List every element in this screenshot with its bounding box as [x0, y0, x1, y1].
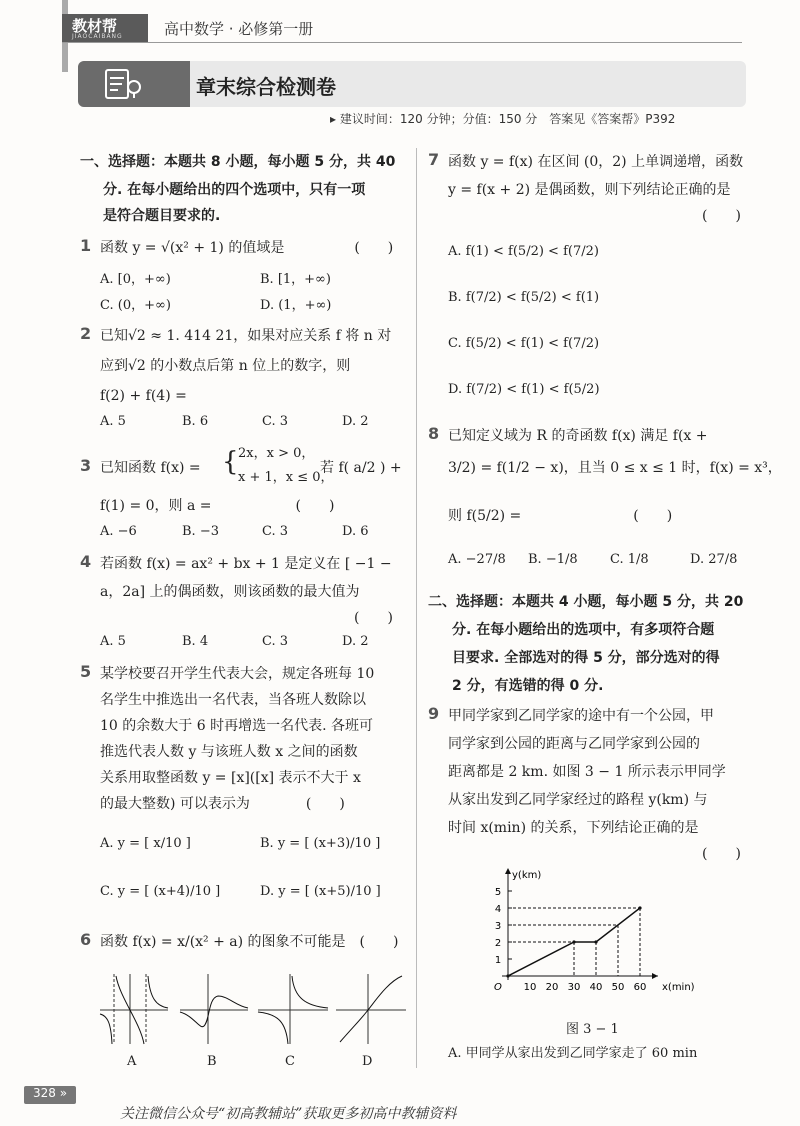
q4-line3: ( ) — [354, 610, 393, 626]
y-axis-label: y(km) — [512, 870, 542, 881]
q6-label-a: A — [127, 1054, 137, 1069]
q7-line1: 函数 y = f(x) 在区间 (0，2) 上单调递增，函数 — [448, 154, 744, 170]
q6-graph-b — [180, 974, 248, 1044]
q6-graph-c — [258, 974, 328, 1044]
q6-label-c: C — [285, 1054, 295, 1069]
chapter-title: 章末综合检测卷 — [196, 75, 336, 99]
x-tick-label: 50 — [611, 982, 625, 993]
q8-line2: 3/2) = f(1/2 − x)，且当 0 ≤ x ≤ 1 时，f(x) = x³， — [448, 460, 782, 476]
q9-line6: ( ) — [702, 846, 741, 862]
exam-meta: ▸ 建议时间：120 分钟；分值：150 分 答案见《答案帮》P392 — [330, 112, 676, 126]
q4-option-d: D. 2 — [342, 634, 369, 649]
data-point — [594, 940, 597, 943]
brand-badge: 教材帮 — [62, 14, 148, 42]
origin-label: O — [494, 982, 502, 993]
book-title: 高中数学 · 必修第一册 — [164, 20, 314, 38]
q2-number: 2 — [80, 324, 92, 343]
q1-option-a: A. [0，+∞) — [100, 272, 171, 287]
section1-line1: 一、选择题：本题共 8 小题，每小题 5 分，共 40 — [80, 154, 396, 170]
section1-line3: 是符合题目要求的. — [103, 208, 221, 224]
q2-option-b: B. 6 — [182, 414, 209, 429]
q4-option-b: B. 4 — [182, 634, 209, 649]
q3-option-b: B. −3 — [182, 524, 219, 539]
q5-option-d: D. y = [ (x+5)/10 ] — [260, 884, 381, 899]
section2-line4: 2 分，有选错的得 0 分. — [452, 678, 604, 694]
q9-line1: 甲同学家到乙同学家的途中有一个公园，甲 — [448, 708, 714, 724]
page-number: 328 » — [24, 1086, 76, 1104]
q3-option-a: A. −6 — [100, 524, 137, 539]
q3-line1: 已知函数 f(x) = — [100, 460, 201, 476]
q3-number: 3 — [80, 456, 92, 475]
section2-line3: 目要求. 全部选对的得 5 分，部分选对的得 — [452, 650, 720, 666]
q9-line4: 从家出发到乙同学家经过的路程 y(km) 与 — [448, 792, 708, 808]
q7-option-a: A. f(1) < f(5/2) < f(7/2) — [448, 244, 599, 259]
q8-option-c: C. 1/8 — [610, 552, 649, 567]
q1-stem: 函数 y = √(x² + 1) 的值域是 ( ) — [100, 240, 394, 256]
brand-subtitle: JIAOCAIBANG — [72, 33, 123, 40]
q3-brace: { — [222, 447, 239, 477]
q6-number: 6 — [80, 930, 92, 949]
section2-line1: 二、选择题：本题共 4 小题，每小题 5 分，共 20 — [428, 594, 744, 610]
notebook-bulb-icon — [78, 61, 190, 107]
y-tick-label: 5 — [494, 887, 502, 898]
q5-option-a: A. y = [ x/10 ] — [100, 836, 191, 851]
q9-number: 9 — [428, 704, 440, 723]
q3-line2: f(1) = 0，则 a = ( ) — [100, 498, 335, 514]
q4-option-c: C. 3 — [262, 634, 289, 649]
q4-option-a: A. 5 — [100, 634, 126, 649]
q7-option-c: C. f(5/2) < f(1) < f(7/2) — [448, 336, 600, 351]
q7-number: 7 — [428, 150, 440, 169]
q7-line3: ( ) — [702, 208, 741, 224]
q6-label-b: B — [207, 1054, 217, 1069]
y-axis-arrow — [505, 868, 511, 874]
q8-option-d: D. 27/8 — [690, 552, 738, 567]
q5-line1: 某学校要召开学生代表大会，规定各班每 10 — [100, 666, 375, 682]
data-point — [638, 906, 641, 909]
q7-option-b: B. f(7/2) < f(5/2) < f(1) — [448, 290, 600, 305]
x-tick-label: 10 — [523, 982, 537, 993]
q1-number: 1 — [80, 236, 92, 255]
q8-option-a: A. −27/8 — [448, 552, 506, 567]
q3-option-d: D. 6 — [342, 524, 369, 539]
q2-option-d: D. 2 — [342, 414, 369, 429]
section2-line2: 分. 在每小题给出的选项中，有多项符合题 — [452, 622, 715, 638]
x-tick-label: 20 — [545, 982, 559, 993]
q4-line1: 若函数 f(x) = ax² + bx + 1 是定义在 [ −1 − — [100, 556, 392, 572]
q3-case1: 2x，x > 0， — [238, 446, 315, 461]
q2-option-c: C. 3 — [262, 414, 289, 429]
q5-option-c: C. y = [ (x+4)/10 ] — [100, 884, 221, 899]
figure-caption: 图 3 − 1 — [566, 1022, 619, 1037]
q8-number: 8 — [428, 424, 440, 443]
q5-option-b: B. y = [ (x+3)/10 ] — [260, 836, 381, 851]
q4-line2: a，2a] 上的偶函数，则该函数的最大值为 — [100, 584, 360, 600]
q9-option-a: A. 甲同学从家出发到乙同学家走了 60 min — [448, 1046, 698, 1061]
x-axis-arrow — [652, 973, 658, 979]
q5-line6: 的最大整数) 可以表示为 ( ) — [100, 796, 345, 812]
q5-line5: 关系用取整函数 y = [x]([x] 表示不大于 x — [100, 770, 361, 786]
x-tick-label: 40 — [589, 982, 603, 993]
q8-line3: 则 f(5/2) = ( ) — [448, 508, 673, 524]
q6-stem: 函数 f(x) = x/(x² + a) 的图象不可能是 ( ) — [100, 934, 399, 950]
header-rule — [62, 42, 742, 43]
q5-line2: 名学生中推选出一名代表，当各班人数除以 — [100, 692, 366, 708]
q1-option-d: D. (1，+∞) — [260, 298, 332, 313]
y-tick-label: 1 — [494, 955, 502, 966]
q2-line1: 已知√2 ≈ 1. 414 21，如果对应关系 f 将 n 对 — [100, 328, 392, 344]
q6-graph-d — [336, 974, 406, 1044]
q1-option-b: B. [1，+∞) — [260, 272, 331, 287]
data-point — [572, 940, 575, 943]
q9-line3: 距离都是 2 km. 如图 3 − 1 所示表示甲同学 — [448, 764, 726, 780]
q6-graph-a — [100, 974, 168, 1044]
q1-option-c: C. (0，+∞) — [100, 298, 171, 313]
q9-line5: 时间 x(min) 的关系，下列结论正确的是 — [448, 820, 699, 836]
q5-line3: 10 的余数大于 6 时再增选一名代表. 各班可 — [100, 718, 373, 734]
q3-case2: x + 1，x ≤ 0， — [238, 470, 334, 485]
q6-label-d: D — [362, 1054, 373, 1069]
q3-line1b: 若 f( a/2 ) + — [320, 460, 402, 476]
q8-line1: 已知定义域为 R 的奇函数 f(x) 满足 f(x + — [448, 428, 708, 444]
y-tick-label: 4 — [494, 904, 502, 915]
footer-note: 关注微信公众号“初高教辅站”获取更多初高中教辅资料 — [120, 1106, 457, 1122]
q2-option-a: A. 5 — [100, 414, 126, 429]
q5-number: 5 — [80, 662, 92, 681]
x-tick-label: 30 — [567, 982, 581, 993]
data-point — [506, 974, 509, 977]
q7-option-d: D. f(7/2) < f(1) < f(5/2) — [448, 382, 600, 397]
y-tick-label: 2 — [494, 938, 502, 949]
x-axis-label: x(min) — [662, 982, 695, 993]
section1-line2: 分. 在每小题给出的四个选项中，只有一项 — [103, 182, 366, 198]
chapter-banner-icon-block — [78, 61, 190, 107]
x-tick-label: 60 — [633, 982, 647, 993]
q8-option-b: B. −1/8 — [528, 552, 578, 567]
q4-number: 4 — [80, 552, 92, 571]
column-divider — [416, 148, 417, 1068]
q9-line2: 同学家到公园的距离与乙同学家到公园的 — [448, 736, 700, 752]
q2-line3: f(2) + f(4) = — [100, 388, 187, 404]
figure-3-1-chart — [484, 864, 714, 1002]
q6-graphs — [96, 968, 416, 1048]
q7-line2: y = f(x + 2) 是偶函数，则下列结论正确的是 — [448, 182, 731, 198]
y-tick-label: 3 — [494, 921, 502, 932]
q2-line2: 应到√2 的小数点后第 n 位上的数字，则 — [100, 358, 351, 374]
q5-line4: 推选代表人数 y 与该班人数 x 之间的函数 — [100, 744, 358, 760]
q3-option-c: C. 3 — [262, 524, 289, 539]
